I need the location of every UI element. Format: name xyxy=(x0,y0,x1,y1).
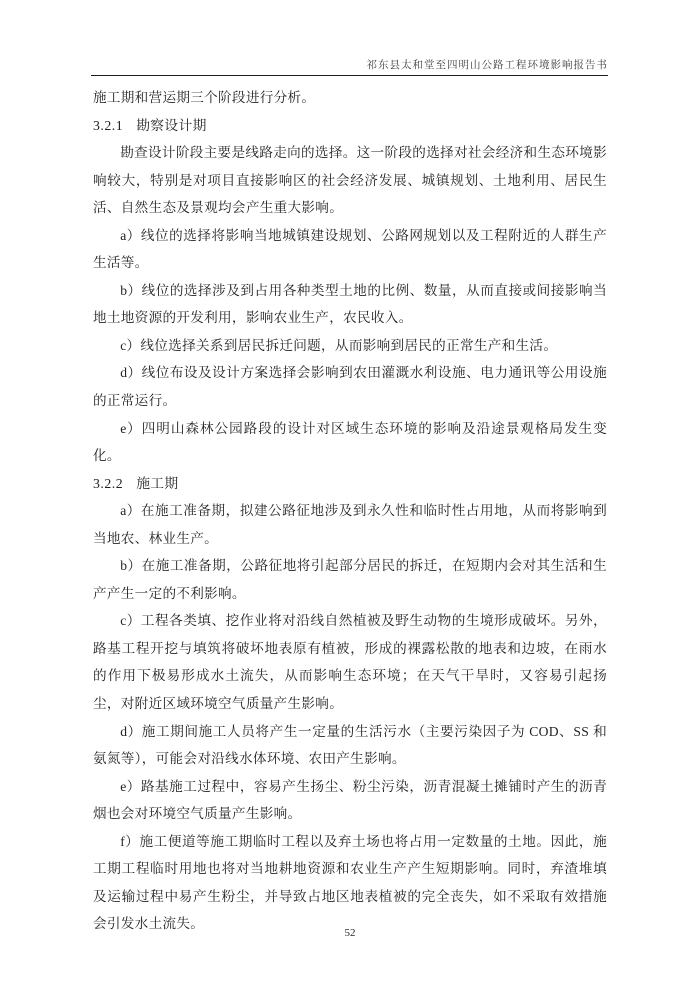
page-footer xyxy=(0,926,700,940)
heading-number: 3.2.1 xyxy=(93,117,124,133)
list-item-c: c）线位选择关系到居民拆迁问题，从而影响到居民的正常生产和生活。 xyxy=(120,337,558,353)
intro-paragraph: 施工期和营运期三个阶段进行分析。 xyxy=(93,90,316,105)
header-divider xyxy=(91,75,608,76)
list-item-c: c）工程各类填、挖作业将对沿线自然植被及野生动物的生境形成破坏。另外，路基工程开挖与填筑将破坏地表原有植被，形成的裸露松散的地表和边坡，在雨水的作用下极易形成水土流失，从而影响生态环境；在天气干旱时，又容易引起扬尘，对附近区域环境空气质量产生影响。 xyxy=(93,613,607,712)
list-item-a: a）线位的选择将影响当地城镇建设规划、公路网规划以及工程附近的人群生产生活等。 xyxy=(93,227,607,271)
heading-number: 3.2.2 xyxy=(93,475,124,491)
list-item-e: e）路基施工过程中，容易产生扬尘、粉尘污染，沥青混凝土摊铺时产生的沥青烟也会对环境空气质量产生影响。 xyxy=(93,778,607,822)
page-header xyxy=(92,59,608,73)
list-item-e: e）四明山森林公园路段的设计对区域生态环境的影响及沿途景观格局发生变化。 xyxy=(93,420,607,464)
list-item-b: b）在施工准备期，公路征地将引起部分居民的拆迁，在短期内会对其生活和生产产生一定的不利影响。 xyxy=(93,558,607,601)
page-number: 52 xyxy=(344,927,356,939)
document-body xyxy=(93,84,607,938)
heading-title: 施工期 xyxy=(136,475,179,491)
list-item-f: f）施工便道等施工期临时工程以及弃土场也将占用一定数量的土地。因此，施工期工程临时用地也将对当地耕地资源和农业生产产生短期影响。同时，弃渣堆填及运输过程中易产生粉尘，并导致占地区地表植被的完全丧失，如不采取有效措施会引发水土流失。 xyxy=(93,833,607,932)
header-title: 祁东县太和堂至四明山公路工程环境影响报告书 xyxy=(366,60,608,71)
section-heading-3-2-1 xyxy=(93,112,607,140)
list-item-d: d）施工期间施工人员将产生一定量的生活污水（主要污染因子为 COD、SS 和氨氮等），可能会对沿线水体环境、农田产生影响。 xyxy=(93,723,607,767)
list-item-b: b）线位的选择涉及到占用各种类型土地的比例、数量，从而直接或间接影响当地土地资源的开发利用，影响农业生产，农民收入。 xyxy=(93,282,607,326)
heading-title: 勘察设计期 xyxy=(136,117,207,133)
section-heading-3-2-2 xyxy=(93,470,607,498)
paragraph: 勘查设计阶段主要是线路走向的选择。这一阶段的选择对社会经济和生态环境影响较大，特别是对项目直接影响区的社会经济发展、城镇规划、土地利用、居民生活、自然生态及景观均会产生重大影响。 xyxy=(93,145,607,216)
list-item-d: d）线位布设及设计方案选择会影响到农田灌溉水利设施、电力通讯等公用设施的正常运行。 xyxy=(93,365,607,409)
list-item-a: a）在施工准备期，拟建公路征地涉及到永久性和临时性占用地，从而将影响到当地农、林业生产。 xyxy=(93,503,607,546)
